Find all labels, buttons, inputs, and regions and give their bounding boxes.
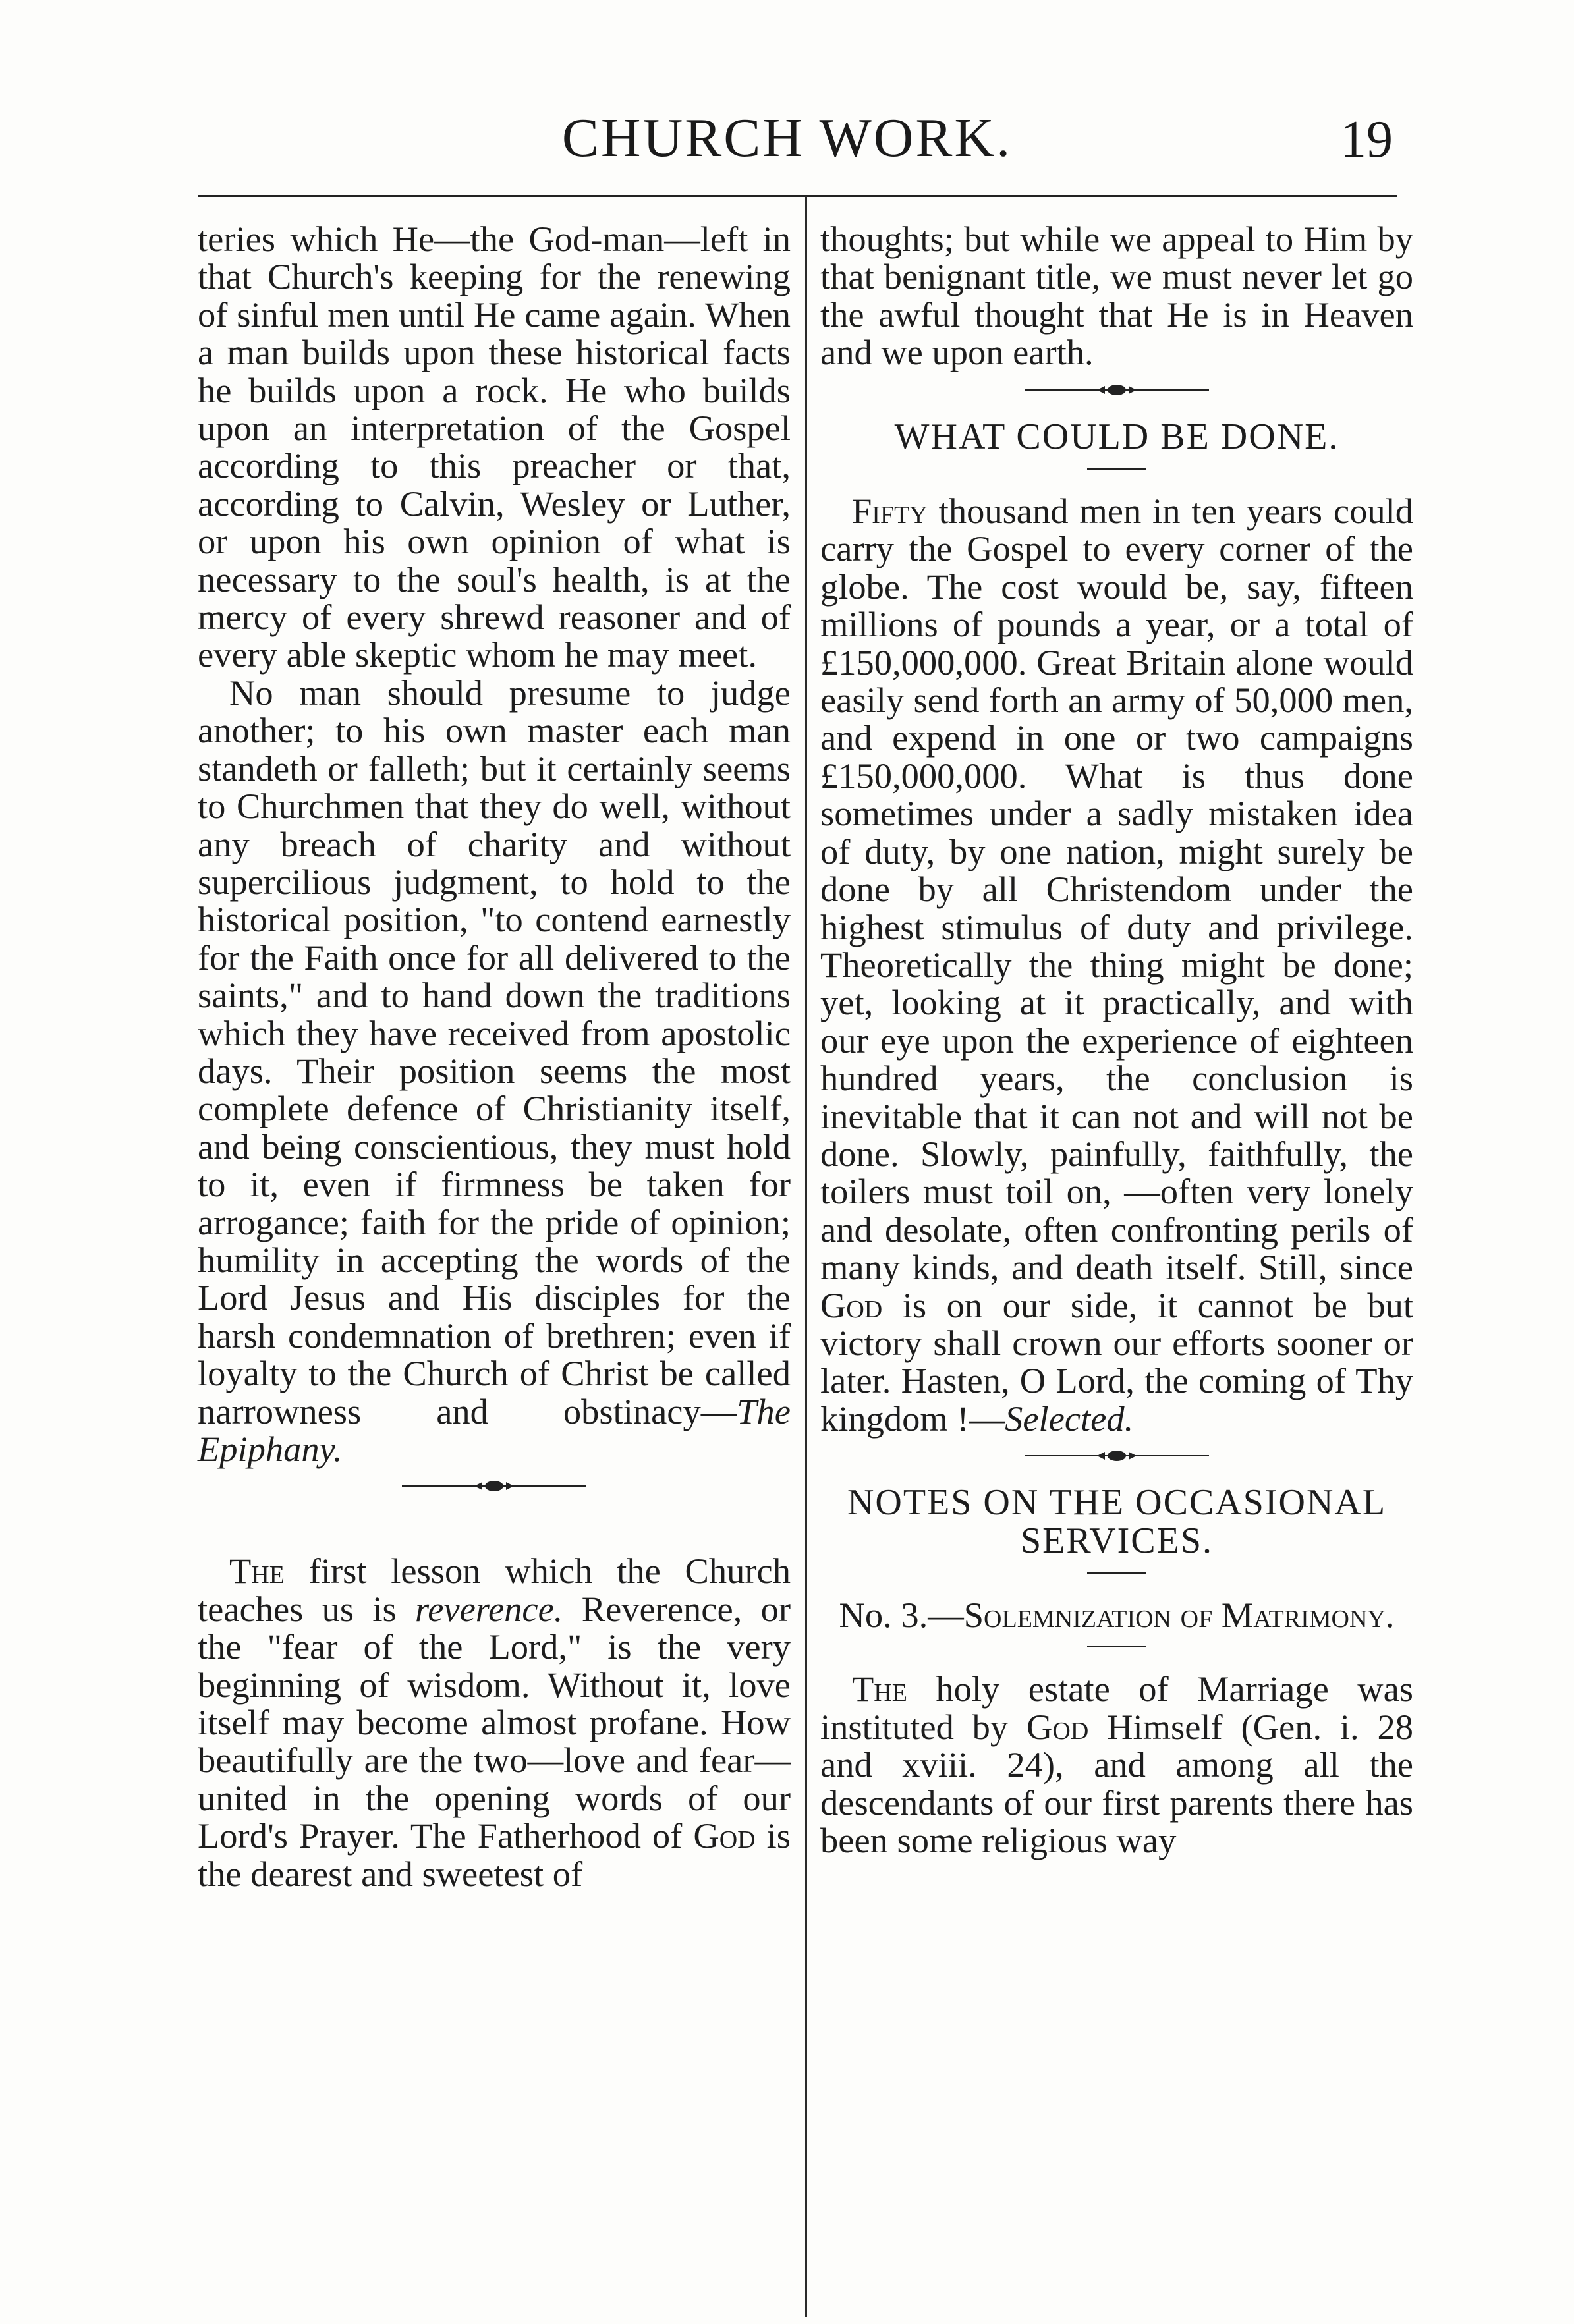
right-column: [820, 220, 1413, 1859]
left-paragraph-3: [198, 1552, 791, 1893]
right-paragraph-3-lead: The: [852, 1669, 907, 1709]
short-rule: [1087, 1572, 1146, 1574]
left-paragraph-3-text-b: Reverence, or the "fear of the Lord," is the very beginning of wisdom. Without it, love itself may become almost profane. How beautifully are the two—love and fear—united in the opening words of our Lord's Prayer. The Fatherhood of: [198, 1588, 791, 1856]
page-title: CHURCH WORK.: [561, 107, 1013, 169]
left-paragraph-3-italic: reverence.: [415, 1588, 563, 1629]
left-paragraph-3-text-c: is the dearest and sweetest of: [198, 1815, 791, 1894]
spacer: [198, 1514, 791, 1552]
fleuron-divider-icon: [198, 1477, 791, 1514]
section-heading-occasional-services: NOTES ON THE OCCASIONAL SERVICES.: [847, 1482, 1387, 1561]
right-paragraph-2-god: God: [820, 1285, 883, 1325]
left-paragraph-2-source: The Epiphany.: [198, 1391, 791, 1469]
right-paragraph-2-text-a: thousand men in ten years could carry the Gospel to every corner of the globe. The cost would be, say, fifteen millions of pounds a year, or a total of £150,000,000. Great Britain alone would easily send forth an army of 50,000 men, and expend in one or two campaigns £150,000,000. What is thus done sometimes under a sadly mistaken idea of duty, by one nation, might surely be done by all Christendom under the highest stimulus of duty and privilege. Theoretically the thing might be done; yet, looking at it practically, and with our eye upon the experience of eighteen hundred years, the conclusion is inevitable that it can not and will not be done. Slowly, painfully, faithfully, the toilers must toil on, —often very lonely and desolate, often confronting perils of many kinds, and death itself. Still, since: [820, 491, 1413, 1288]
page-number: 19: [1340, 111, 1393, 169]
subheading-matrimony: [820, 1596, 1413, 1634]
section-heading-what-could-be-done: WHAT COULD BE DONE.: [894, 416, 1339, 457]
fleuron-divider-icon: [820, 1447, 1413, 1484]
right-paragraph-3-text-a: holy estate of Marriage was instituted by: [820, 1669, 1413, 1747]
fleuron-divider-icon: [820, 381, 1413, 418]
right-paragraph-3-god: God: [1026, 1706, 1089, 1747]
left-paragraph-3-text-a: first lesson which the Church teaches us is: [198, 1551, 791, 1629]
short-rule: [1087, 1646, 1146, 1647]
subheading-number: No. 3.—: [839, 1595, 964, 1635]
right-paragraph-2: [820, 492, 1413, 1437]
subheading-title: Solemnization of Matrimony.: [963, 1595, 1395, 1635]
short-rule: [1087, 468, 1146, 470]
right-paragraph-3: [820, 1670, 1413, 1859]
left-paragraph-3-lead: The: [229, 1551, 285, 1591]
right-paragraph-2-source: Selected.: [1005, 1398, 1134, 1439]
right-paragraph-3-text-b: Himself (Gen. i. 28 and xviii. 24), and among all the descendants of our first parents there has been some religious way: [820, 1706, 1413, 1861]
header-rule: [198, 195, 1397, 197]
right-paragraph-1: thoughts; but while we appeal to Him by that benignant title, we must never let go the awful thought that He is in Heaven and we upon earth.: [820, 219, 1413, 373]
right-paragraph-2-lead: Fifty: [852, 491, 928, 532]
left-paragraph-2: [198, 674, 791, 1468]
column-divider: [805, 196, 807, 2317]
right-paragraph-2-text-b: is on our side, it cannot be but victory shall crown our efforts sooner or later. Hasten, O Lord, the coming of Thy kingdom !—: [820, 1285, 1413, 1439]
left-paragraph-2-text: No man should presume to judge another; to his own master each man standeth or falleth; but it certainly seems to Churchmen that they do well, without any breach of charity and without supercilious judgment, to hold to the historical position, "to contend earnestly for the Faith once for all delivered to the saints," and to hand down the traditions which they have received from apostolic days. Their position seems the most complete defence of Christianity itself, and being conscientious, they must hold to it, even if firmness be taken for arrogance; faith for the pride of opinion; humility in accepting the words of the Lord Jesus and His disciples for the harsh condemnation of brethren; even if loyalty to the Church of Christ be called narrowness and obstinacy—: [198, 672, 791, 1431]
left-paragraph-1: teries which He—the God-man—left in that Church's keeping for the renewing of sinful men until He came again. When a man builds upon these historical facts he builds upon a rock. He who builds upon an interpretation of the Gospel according to this preacher or that, according to Calvin, Wesley or Luther, or upon his own opinion of what is necessary to the soul's health, is at the mercy of every shrewd reasoner and of every able skeptic whom he may meet.: [198, 219, 791, 675]
left-column: [198, 220, 791, 1893]
left-paragraph-3-god: God: [693, 1815, 756, 1856]
